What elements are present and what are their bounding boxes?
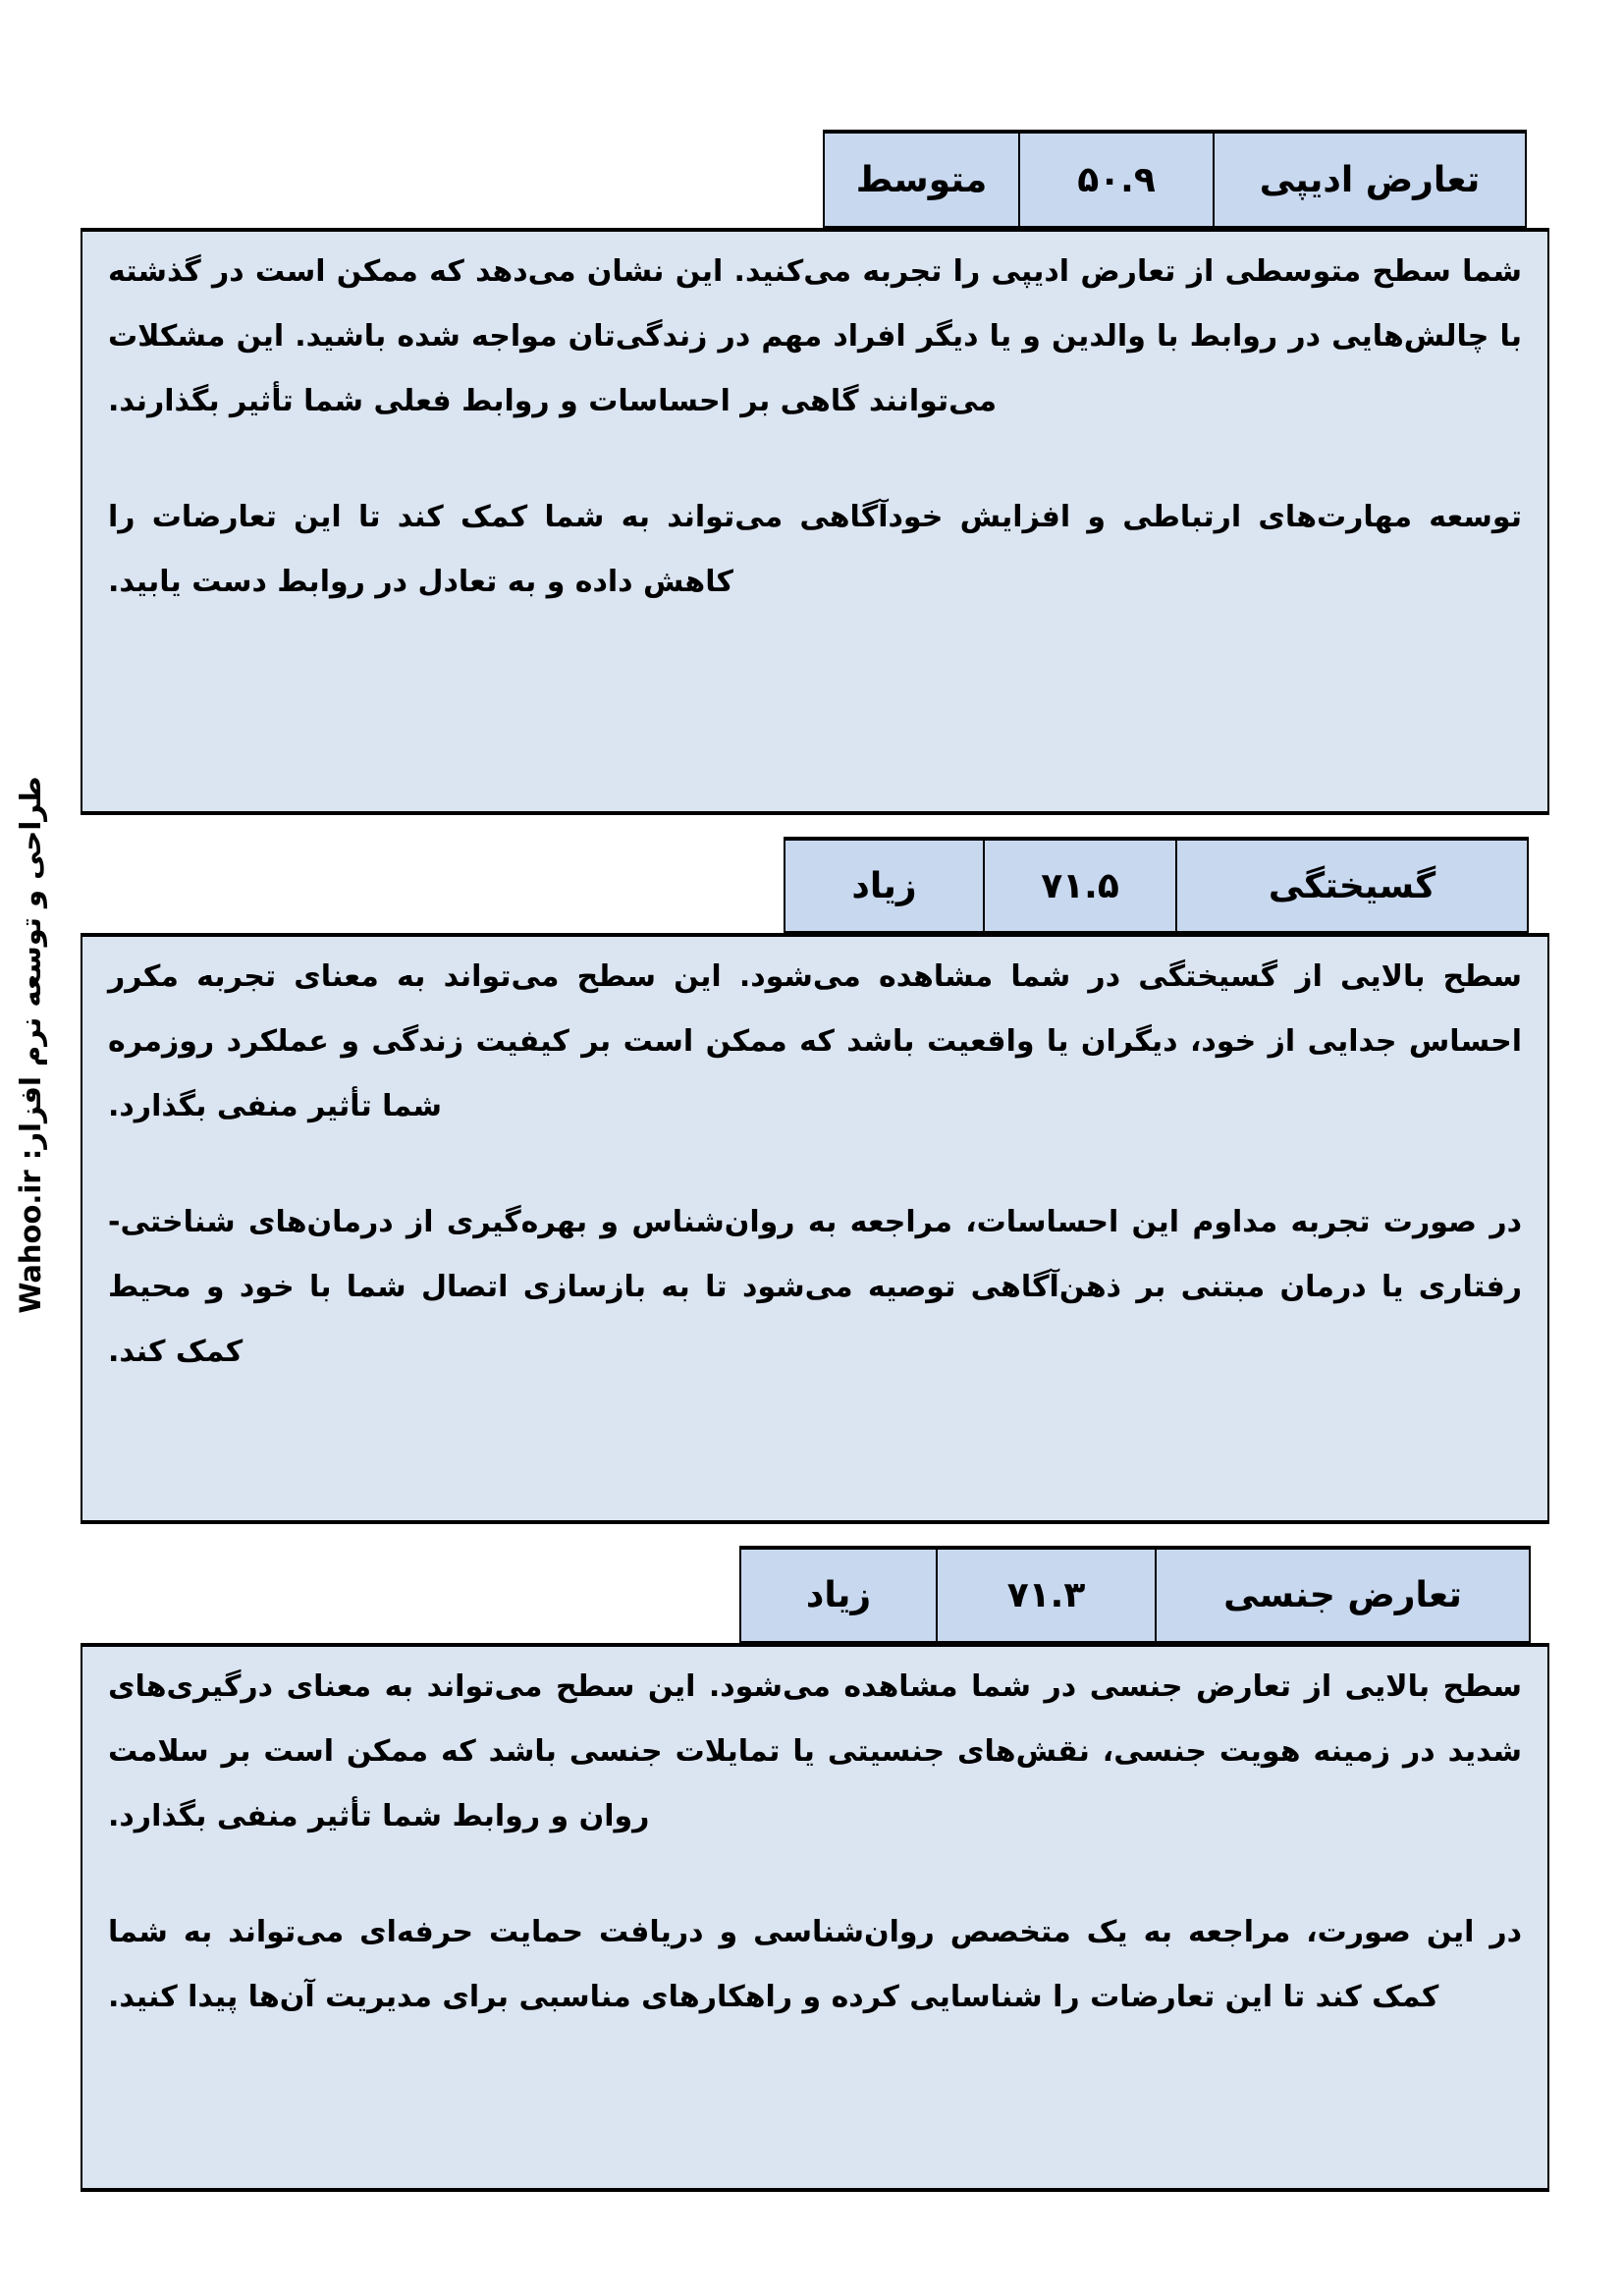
section-2-paragraph-2: در صورت تجربه مداوم این احساسات، مراجعه به روان‌شناس و بهره‌گیری از درمان‌های شناختی-رفتاری یا درمان مبتنی بر ذهن‌آگاهی توصیه می‌شود تا به بازسازی اتصال شما با خود و محیط کمک کند. (108, 1205, 1522, 1369)
section-2-score-cell: ۷۱.۵ (985, 841, 1177, 931)
section-3-paragraph-2: در این صورت، مراجعه به یک متخصص روان‌شناسی و دریافت حمایت حرفه‌ای می‌تواند به شما کمک کند تا این تعارضات را شناسایی کرده و راهکارهای مناسبی برای مدیریت آن‌ها پیدا کنید. (108, 1915, 1522, 2014)
section-2-level-cell: زیاد (785, 841, 985, 931)
section-3-header-table (739, 1546, 1531, 1643)
section-1-paragraph-2: توسعه مهارت‌های ارتباطی و افزایش خودآگاهی می‌تواند به شما کمک کند تا این تعارضات را کاهش داده و به تعادل در روابط دست یابید. (108, 500, 1522, 599)
section-2-paragraph-1: سطح بالایی از گسیختگی در شما مشاهده می‌شود. این سطح می‌تواند به معنای تجربه مکرر احساس جدایی از خود، دیگران یا واقعیت باشد که ممکن است بر کیفیت زندگی و عملکرد روزمره شما تأثیر منفی بگذارد. (108, 959, 1522, 1123)
section-3-level-cell: زیاد (741, 1550, 938, 1641)
section-2-description-box (81, 933, 1549, 1524)
section-3-score-cell: ۷۱.۳ (938, 1550, 1157, 1641)
section-2-header-table (784, 837, 1529, 933)
section-3-paragraph-1: سطح بالایی از تعارض جنسی در شما مشاهده می‌شود. این سطح می‌تواند به معنای درگیری‌های شدید در زمینه هویت جنسی، نقش‌های جنسیتی یا تمایلات جنسی باشد که ممکن است بر سلامت روان و روابط شما تأثیر منفی بگذارد. (108, 1669, 1522, 1833)
section-3-description-box (81, 1643, 1549, 2192)
section-1-title-cell: تعارض ادیپی (1259, 159, 1481, 200)
software-credit-vertical-text: طراحی و توسعه نرم افزار: Wahoo.ir (14, 776, 47, 1314)
section-1-level-cell: متوسط (825, 134, 1020, 226)
section-2-title-cell: گسیختگی (1268, 865, 1436, 906)
section-1-description-box (81, 228, 1549, 815)
section-1-header-table (823, 130, 1527, 228)
section-1-score-cell: ۵۰.۹ (1020, 134, 1215, 226)
section-3-title-cell: تعارض جنسی (1223, 1575, 1462, 1615)
section-1-paragraph-1: شما سطح متوسطی از تعارض ادیپی را تجربه می‌کنید. این نشان می‌دهد که ممکن است در گذشته با چالش‌هایی در روابط با والدین و یا دیگر افراد مهم در زندگی‌تان مواجه شده باشید. این مشکلات می‌توانند گاهی بر احساسات و روابط فعلی شما تأثیر بگذارند. (108, 254, 1522, 418)
